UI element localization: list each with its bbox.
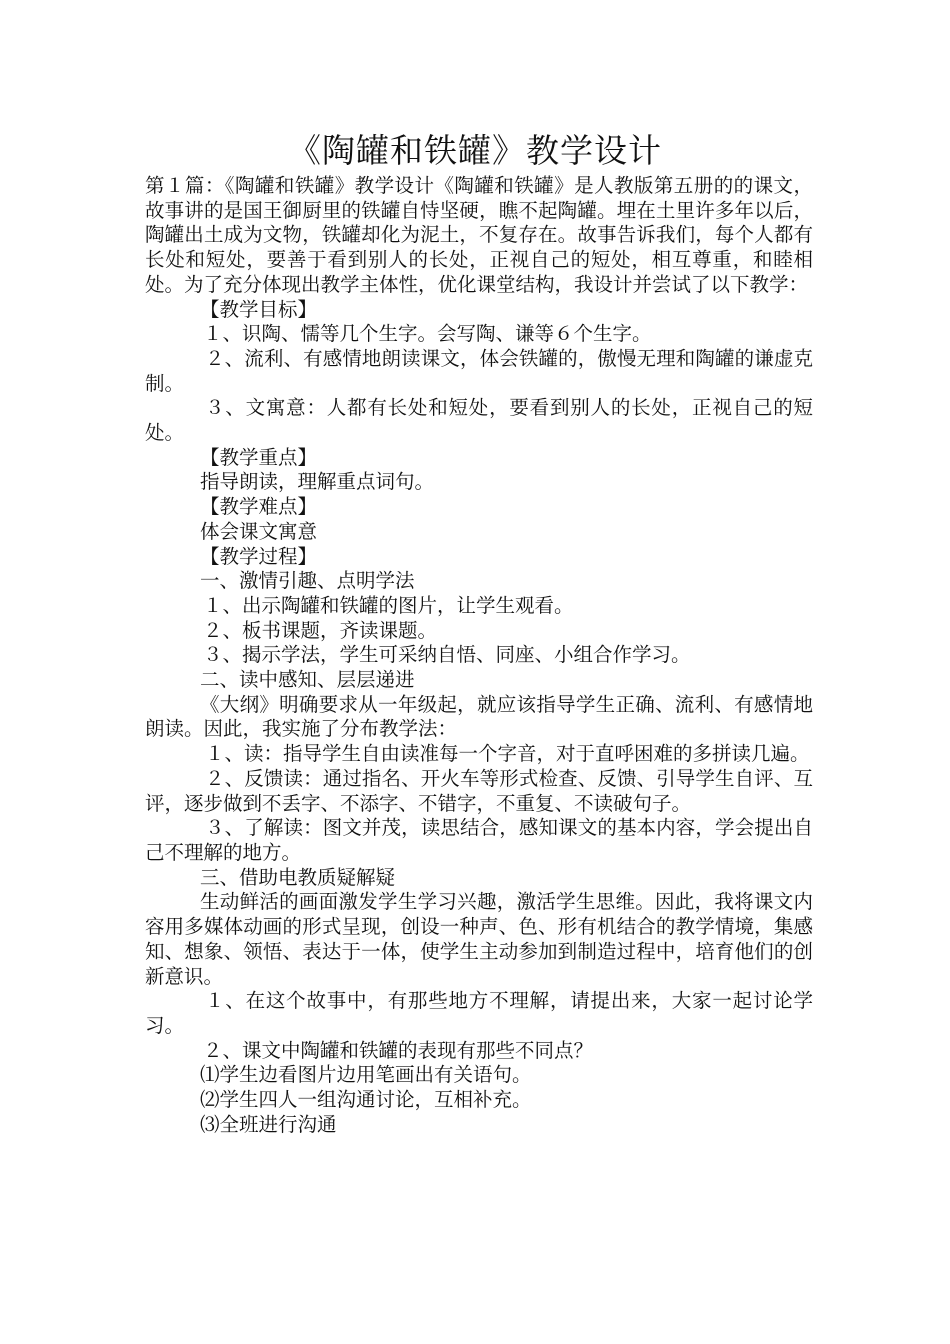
section3-subitem-1: ⑴学生边看图片边用笔画出有关语句。: [200, 1063, 532, 1087]
section-heading-3: 三、借助电教质疑解疑: [200, 865, 396, 889]
section1-item-3: ３、揭示学法，学生可采纳自悟、同座、小组合作学习。: [203, 643, 691, 667]
section3-intro: 生动鲜活的画面激发学生学习兴趣，激活学生思维。因此，我将课文内容用多媒体动画的形式呈现，创设一种声、色、形有机结合的教学情境，集感知、想象、领悟、表达于一体，使学生主动参加到制造过程中，培育他们的创新意识。: [145, 890, 813, 988]
goal-item-2: ２、流利、有感情地朗读课文，体会铁罐的，傲慢无理和陶罐的谦虚克制。: [145, 346, 813, 395]
difficulty-text: 体会课文寓意: [200, 519, 318, 543]
section-heading-1: 一、激情引趣、点明学法: [200, 569, 415, 593]
goal-item-3: ３、文寓意：人都有长处和短处，要看到别人的长处，正视自己的短处。: [145, 396, 813, 445]
heading-teaching-goals: 【教学目标】: [200, 297, 318, 321]
section3-subitem-3: ⑶全班进行沟通: [200, 1112, 337, 1136]
document-title: 《陶罐和铁罐》教学设计: [288, 131, 662, 170]
section2-intro: 《大纲》明确要求从一年级起，就应该指导学生正确、流利、有感情地朗读。因此，我实施了分布教学法：: [145, 692, 813, 741]
section3-subitem-2: ⑵学生四人一组沟通讨论，互相补充。: [200, 1088, 532, 1112]
paragraph-intro: 第１篇：《陶罐和铁罐》教学设计《陶罐和铁罐》是人教版第五册的的课文，故事讲的是国王御厨里的铁罐自恃坚硬，瞧不起陶罐。埋在土里许多年以后，陶罐出土成为文物，铁罐却化为泥土，不复存在。故事告诉我们，每个人都有长处和短处，要善于看到别人的长处，正视自己的短处，相互尊重，和睦相处。为了充分体现出教学主体性，优化课堂结构，我设计并尝试了以下教学：: [145, 174, 813, 296]
section2-item-3: ３、了解读：图文并茂，读思结合，感知课文的基本内容，学会提出自己不理解的地方。: [145, 816, 813, 864]
heading-teaching-process: 【教学过程】: [200, 544, 318, 568]
section1-item-2: ２、板书课题，齐读课题。: [203, 618, 438, 642]
section2-item-2: ２、反馈读：通过指名、开火车等形式检查、反馈、引导学生自评、互评，逐步做到不丢字、不添字、不错字，不重复、不读破句子。: [145, 766, 813, 815]
goal-item-1: １、识陶、懦等几个生字。会写陶、谦等６个生字。: [203, 322, 652, 346]
heading-teaching-focus: 【教学重点】: [200, 445, 318, 469]
document-body: [145, 174, 813, 1137]
section-heading-2: 二、读中感知、层层递进: [200, 668, 415, 692]
focus-text: 指导朗读，理解重点词句。: [200, 470, 435, 494]
section3-item-2: ２、课文中陶罐和铁罐的表现有那些不同点？: [203, 1038, 594, 1062]
section1-item-1: １、出示陶罐和铁罐的图片，让学生观看。: [203, 593, 574, 617]
section3-item-1: １、在这个故事中，有那些地方不理解，请提出来，大家一起讨论学习。: [145, 989, 813, 1037]
section2-item-1: １、读：指导学生自由读准每一个字音，对于直呼困难的多拼读几遍。: [205, 742, 810, 766]
heading-teaching-difficulty: 【教学难点】: [200, 495, 318, 519]
